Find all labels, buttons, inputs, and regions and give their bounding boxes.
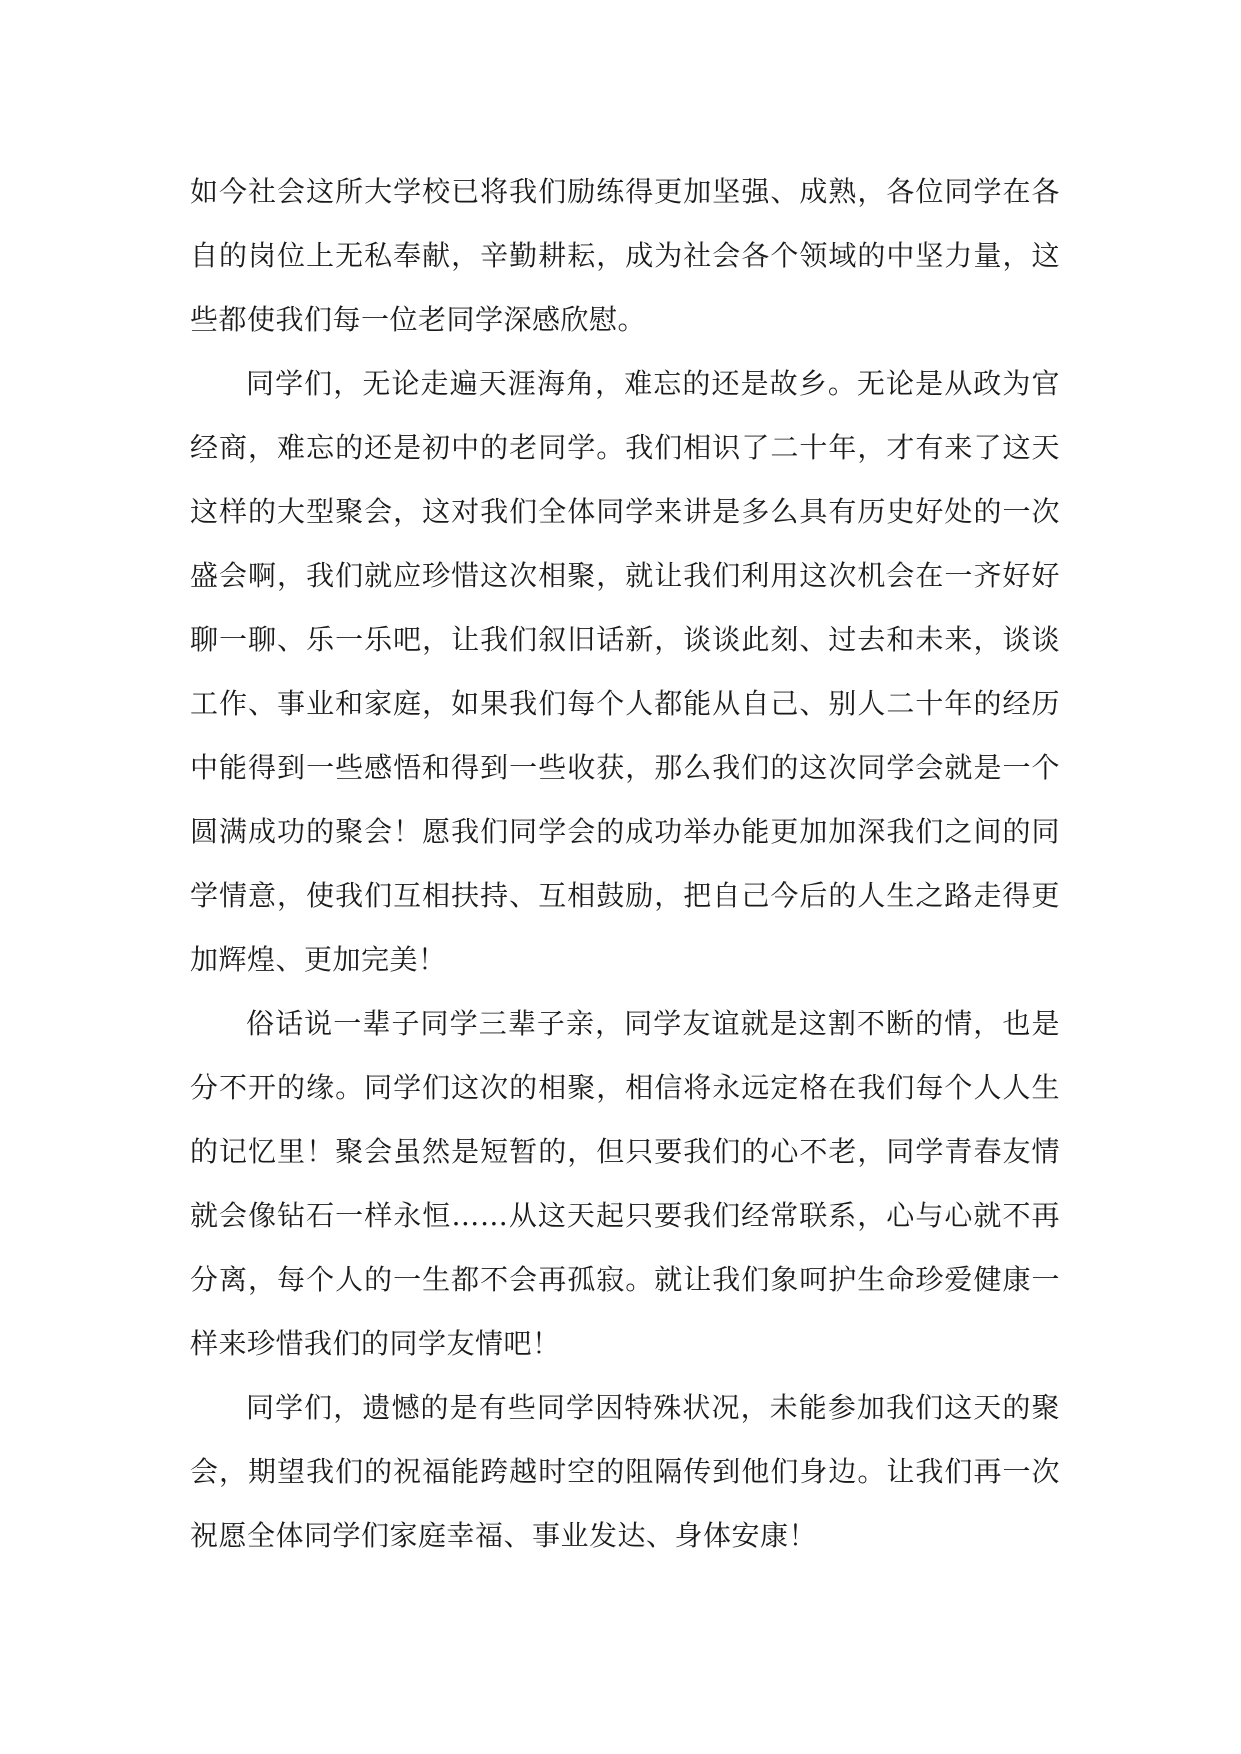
paragraph-2: 同学们，无论走遍天涯海角，难忘的还是故乡。无论是从政为官经商，难忘的还是初中的老同学。我们相识了二十年，才有来了这天这样的大型聚会，这对我们全体同学来讲是多么具有历史好处的一次盛会啊，我们就应珍惜这次相聚，就让我们利用这次机会在一齐好好聊一聊、乐一乐吧，让我们叙旧话新，谈谈此刻、过去和未来，谈谈工作、事业和家庭，如果我们每个人都能从自己、别人二十年的经历中能得到一些感悟和得到一些收获，那么我们的这次同学会就是一个圆满成功的聚会！愿我们同学会的成功举办能更加加深我们之间的同学情意，使我们互相扶持、互相鼓励，把自己今后的人生之路走得更加辉煌、更加完美！	[190, 367, 1060, 976]
paragraph-1: 如今社会这所大学校已将我们励练得更加坚强、成熟，各位同学在各自的岗位上无私奉献，辛勤耕耘，成为社会各个领域的中坚力量，这些都使我们每一位老同学深感欣慰。	[190, 175, 1060, 336]
paragraph-3: 俗话说一辈子同学三辈子亲，同学友谊就是这割不断的情，也是分不开的缘。同学们这次的相聚，相信将永远定格在我们每个人人生的记忆里！聚会虽然是短暂的，但只要我们的心不老，同学青春友情就会像钻石一样永恒……从这天起只要我们经常联系，心与心就不再分离，每个人的一生都不会再孤寂。就让我们象呵护生命珍爱健康一样来珍惜我们的同学友情吧！	[190, 1007, 1060, 1360]
document-body	[190, 160, 1060, 1568]
paragraph-4: 同学们，遗憾的是有些同学因特殊状况，未能参加我们这天的聚会，期望我们的祝福能跨越时空的阻隔传到他们身边。让我们再一次祝愿全体同学们家庭幸福、事业发达、身体安康！	[190, 1391, 1060, 1552]
